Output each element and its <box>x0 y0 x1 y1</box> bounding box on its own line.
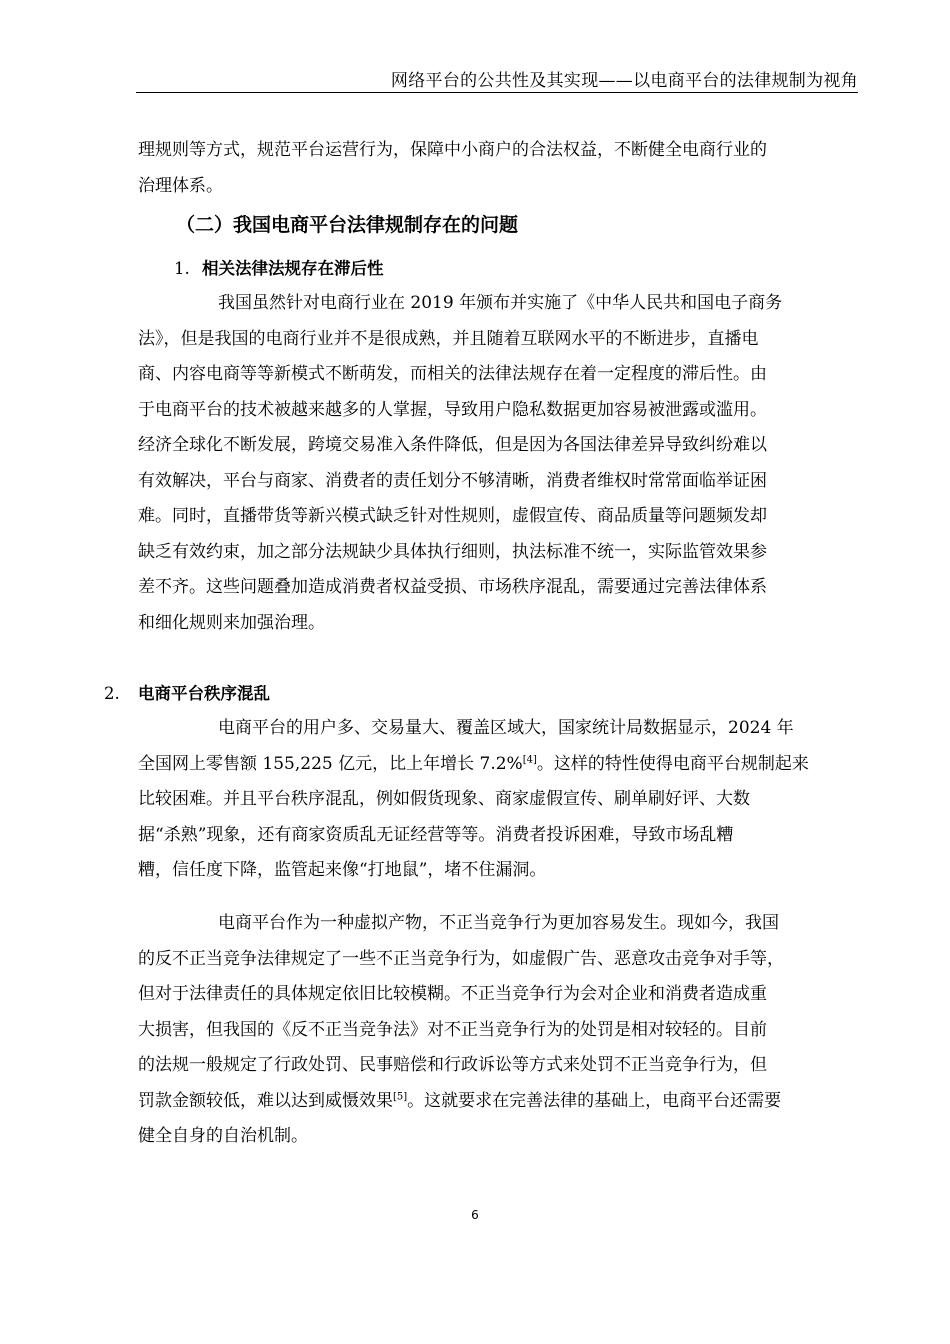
text-line: 我国虽然针对电商行业在 2019 年颁布并实施了《中华人民共和国电子商务 <box>218 293 783 313</box>
running-header-title: 网络平台的公共性及其实现——以电商平台的法律规制为视角 <box>390 71 858 91</box>
text-line: 但对于法律责任的具体规定依旧比较模糊。不正当竞争行为会对企业和消费者造成重 <box>138 984 767 1004</box>
text-line: 比较困难。并且平台秩序混乱，例如假货现象、商家虚假宣传、刷单刷好评、大数 <box>138 789 750 809</box>
text-line: 据“杀熟”现象，还有商家资质乱无证经营等等。消费者投诉困难，导致市场乱糟 <box>138 824 734 845</box>
text-line: 于电商平台的技术被越来越多的人掌握，导致用户隐私数据更加容易被泄露或滥用。 <box>138 399 767 420</box>
subsection-number: 1. <box>174 259 190 278</box>
subsection-heading-1 <box>174 255 384 279</box>
subsection-2-paragraph-2 <box>138 906 860 1155</box>
text-line: 缺乏有效约束，加之部分法规缺少具体执行细则，执法标准不统一，实际监管效果参 <box>138 541 767 562</box>
citation-ref: [5] <box>393 1090 408 1102</box>
text-line: 糟，信任度下降，监管起来像“打地鼠”，堵不住漏洞。 <box>138 860 547 880</box>
text-segment: 罚款金额较低，难以达到威慑效果 <box>138 1090 393 1111</box>
text-line: 的法规一般规定了行政处罚、民事赔偿和行政诉讼等方式来处罚不正当竞争行为，但 <box>138 1055 767 1075</box>
text-line: 商、内容电商等等新模式不断萌发，而相关的法律法规存在着一定程度的滞后性。由 <box>138 364 767 384</box>
text-line: 的反不正当竞争法律规定了一些不正当竞争行为，如虚假广告、恶意攻击竞争对手等， <box>138 948 784 969</box>
text-segment: 全国网上零售额 155,225 亿元，比上年增长 7.2% <box>138 753 523 774</box>
subsection-title: 相关法律法规存在滞后性 <box>202 259 384 278</box>
text-line: 电商平台的用户多、交易量大、覆盖区域大，国家统计局数据显示，2024 年 <box>218 718 794 738</box>
text-line: 电商平台作为一种虚拟产物，不正当竞争行为更加容易发生。现如今，我国 <box>218 913 779 933</box>
text-line: 经济全球化不断发展，跨境交易准入条件降低，但是因为各国法律差异导致纠纷难以 <box>138 435 767 455</box>
text-line: 难。同时，直播带货等新兴模式缺乏针对性规则，虚假宣传、商品质量等问题频发却 <box>138 506 767 526</box>
page-number: 6 <box>471 1208 479 1222</box>
intro-paragraph <box>138 133 860 204</box>
citation-ref: [4] <box>522 753 537 765</box>
text-line <box>138 747 860 783</box>
text-segment: 。这样的特性使得电商平台规制起来 <box>536 753 809 774</box>
subsection-heading-2 <box>104 680 270 704</box>
subsection-title: 电商平台秩序混乱 <box>138 684 270 703</box>
subsection-1-paragraph <box>138 286 860 641</box>
text-line: 差不齐。这些问题叠加造成消费者权益受损、市场秩序混乱，需要通过完善法律体系 <box>138 577 767 597</box>
section-heading: （二）我国电商平台法律规制存在的问题 <box>176 214 519 236</box>
subsection-number: 2. <box>104 684 120 703</box>
text-line: 大损害，但我国的《反不正当竞争法》对不正当竞争行为的处罚是相对较轻的。目前 <box>138 1019 767 1040</box>
text-line: 理规则等方式，规范平台运营行为，保障中小商户的合法权益，不断健全电商行业的 <box>138 140 767 160</box>
text-segment: 。这就要求在完善法律的基础上，电商平台还需要 <box>407 1090 782 1111</box>
text-line: 健全自身的自治机制。 <box>138 1126 308 1146</box>
header-rule <box>136 92 858 93</box>
text-line: 法》，但是我国的电商行业并不是很成熟，并且随着互联网水平的不断进步，直播电 <box>138 328 759 349</box>
text-line <box>138 1084 860 1120</box>
subsection-2-paragraph-1 <box>138 711 860 889</box>
text-line: 治理体系。 <box>138 175 223 196</box>
text-line: 和细化规则来加强治理。 <box>138 612 325 633</box>
text-line: 有效解决，平台与商家、消费者的责任划分不够清晰，消费者维权时常常面临举证困 <box>138 470 767 491</box>
